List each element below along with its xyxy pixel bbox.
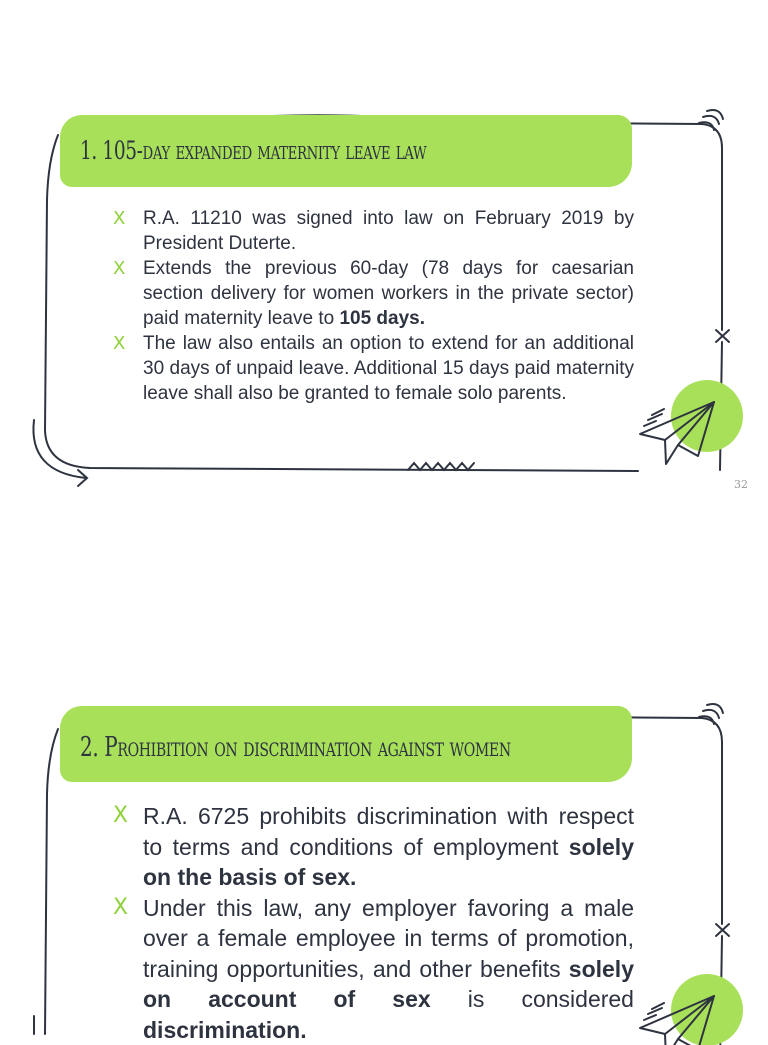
bullet-text-bold: solely on account of sex bbox=[143, 956, 634, 1013]
bullet-list bbox=[110, 801, 634, 1045]
bullet-list bbox=[110, 206, 634, 406]
page-number: 32 bbox=[734, 478, 748, 491]
bullet-text: R.A. 11210 was signed into law on February 2019 by President Duterte. bbox=[143, 208, 634, 254]
slide-1 bbox=[0, 0, 768, 520]
list-item bbox=[110, 893, 634, 1045]
list-item bbox=[110, 801, 634, 893]
list-item bbox=[110, 256, 634, 331]
arrow-icon bbox=[33, 420, 87, 486]
paper-plane-icon bbox=[640, 380, 743, 464]
bullet-text: R.A. 6725 prohibits discrimination with respect to terms and conditions of employment bbox=[143, 803, 634, 860]
list-item bbox=[110, 331, 634, 406]
x-mark-icon: X bbox=[113, 206, 125, 231]
x-mark-icon: X bbox=[113, 893, 128, 924]
bullet-text: Under this law, any employer favoring a male over a female employee in terms of promotion, training opportunities, and other benefits bbox=[143, 895, 634, 982]
cross-mark bbox=[716, 330, 729, 342]
bullet-text: The law also entails an option to extend for an additional 30 days of unpaid leave. Additional 15 days paid maternity leave shall also be granted to female solo parents. bbox=[143, 333, 634, 404]
x-mark-icon: X bbox=[113, 801, 128, 832]
cross-mark bbox=[716, 924, 729, 936]
slide-2 bbox=[0, 594, 768, 1024]
bullet-text: is considered bbox=[431, 986, 634, 1012]
slide-title: 2. Prohibition on discrimination against women bbox=[80, 732, 511, 763]
bullet-text-bold: 105 days. bbox=[339, 308, 425, 329]
bullet-text-bold: solely on the basis of sex. bbox=[143, 834, 634, 891]
x-mark-icon: X bbox=[113, 331, 125, 356]
bullet-text-bold: discrimination. bbox=[143, 1017, 307, 1043]
list-item bbox=[110, 206, 634, 256]
frame-left bbox=[45, 729, 58, 1034]
x-mark-icon: X bbox=[113, 256, 125, 281]
paper-plane-icon bbox=[640, 974, 743, 1045]
slide-title: 1. 105-day expanded maternity leave law bbox=[80, 136, 426, 165]
bullet-text: Extends the previous 60-day (78 days for caesarian section delivery for women workers in the private sector) paid maternity leave to bbox=[143, 258, 634, 329]
